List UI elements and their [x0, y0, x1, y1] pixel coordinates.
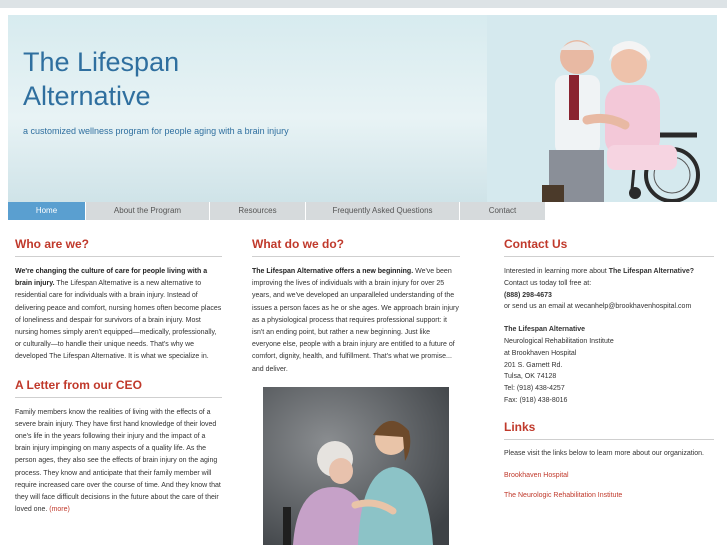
contact-us-heading: Contact Us [504, 237, 714, 257]
caregiver-photo [263, 387, 449, 545]
link-brookhaven-hospital[interactable]: Brookhaven Hospital [504, 471, 569, 479]
contact-block [504, 266, 714, 313]
contact-phone[interactable]: (888) 298-4673 [504, 291, 552, 299]
hero-banner [8, 15, 717, 202]
what-do-we-do-lead: The Lifespan Alternative offers a new beginning. [252, 268, 414, 275]
who-are-we-text [15, 266, 222, 364]
links-intro: Please visit the links below to learn more about our organization. [504, 449, 704, 457]
middle-column [252, 237, 460, 376]
telephone: Tel: (918) 438-4257 [504, 385, 565, 393]
links-heading: Links [504, 420, 714, 440]
org-name: The Lifespan Alternative [504, 326, 586, 334]
nav-home[interactable]: Home [8, 202, 86, 220]
what-do-we-do-body: We've been improving the lives of individuals with a brain injury for over 25 years, and we've developed an unparalleled understanding of the issues a person faces as he or she ages. We approach brain injury as a physiological process that requires professional support: it isn't an ending point, but rather a new beginning. Just like everyone else, people with a brain injury are entitled to a future of comfort, dignity, health, and fulfillment. That's what we promise... and deliver. [252, 268, 459, 373]
address-line-1: 201 S. Garnett Rd. [504, 361, 563, 369]
nav-faq[interactable]: Frequently Asked Questions [306, 202, 460, 220]
who-are-we-body: The Lifespan Alternative is a new alternative to residential care for individuals with a brain injury. Instead of delivering peace and comfort, nursing homes often become places of loneliness and despair for survivors of a brain injury. Most nursing homes simply aren't equipped—medically, professionally, or culturally—to handle their unique needs. That's why we developed The Lifespan Alternative. It is what we specialize in. [15, 280, 222, 361]
contact-intro: Interested in learning more about The Lifespan Alternative? [504, 268, 694, 275]
top-bar [0, 0, 727, 8]
contact-call-text: Contact us today toll free at: [504, 279, 592, 287]
what-do-we-do-heading: What do we do? [252, 237, 460, 257]
who-are-we-heading: Who are we? [15, 237, 222, 257]
contact-email-line[interactable]: or send us an email at wecanhelp@brookhavenhospital.com [504, 303, 692, 311]
site-title[interactable]: The Lifespan Alternative [23, 47, 180, 111]
ceo-letter-text [15, 407, 222, 517]
org-line-1: Neurological Rehabilitation Institute [504, 337, 614, 345]
nav-contact[interactable]: Contact [460, 202, 546, 220]
nav-about-program[interactable]: About the Program [86, 202, 210, 220]
address-block [504, 324, 714, 407]
ceo-letter-body: Family members know the realities of living with the effects of a severe brain injury. They have first hand knowledge of their loved one's life in the years following their injury and the impact of a brain injury impinging on many aspects of a quality life. As the person ages, they also see the effects of brain injury on the aging process. They know and anticipate that their family member will require increased care over the course of time. And they know that they will face difficult decisions in the future about the care of their loved one. [15, 408, 221, 514]
fax: Fax: (918) 438-8016 [504, 396, 568, 404]
elderly-couple-photo [487, 15, 717, 202]
main-nav [8, 202, 717, 220]
address-line-2: Tulsa, OK 74128 [504, 373, 557, 381]
ceo-letter-more-link[interactable]: (more) [49, 506, 70, 514]
site-tagline: a customized wellness program for people aging with a brain injury [23, 126, 289, 136]
left-column [15, 237, 222, 516]
ceo-letter-heading: A Letter from our CEO [15, 378, 222, 398]
org-line-2: at Brookhaven Hospital [504, 349, 577, 357]
right-column [504, 237, 714, 499]
what-do-we-do-text [252, 266, 460, 376]
who-are-we-lead: We're changing the culture of care for people living with a brain injury. [15, 268, 208, 288]
link-neurologic-rehab-institute[interactable]: The Neurologic Rehabilitation Institute [504, 491, 623, 499]
nav-resources[interactable]: Resources [210, 202, 306, 220]
